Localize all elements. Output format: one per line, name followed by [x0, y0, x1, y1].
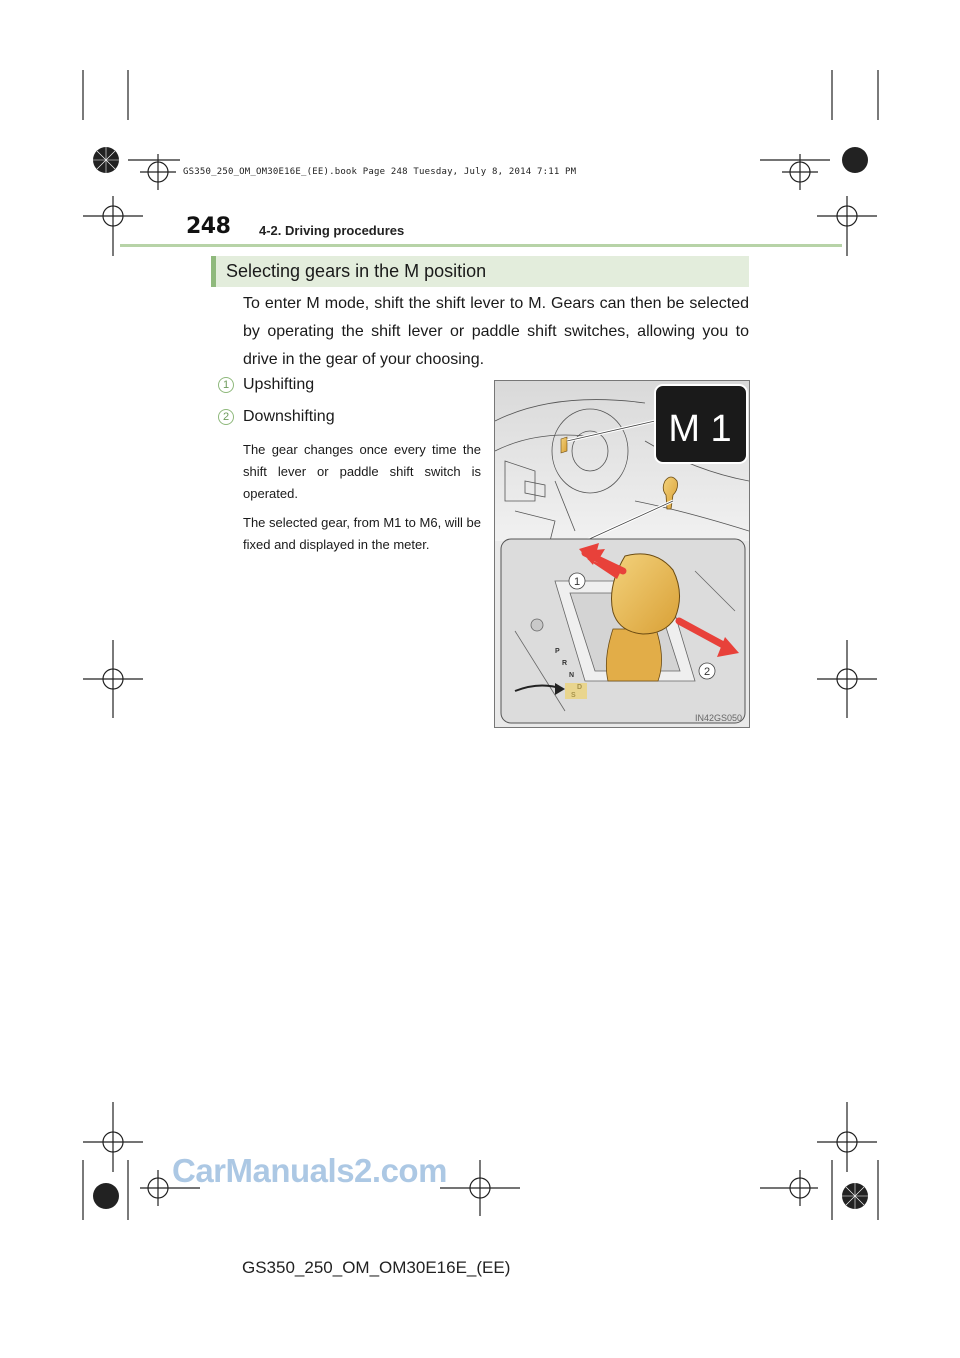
step-label: Upshifting	[243, 376, 315, 393]
page-number: 248	[186, 214, 231, 239]
meter-display-text: M 1	[668, 408, 732, 450]
step-upshifting	[218, 376, 314, 394]
svg-text:R: R	[562, 660, 568, 667]
step-number-badge: 1	[218, 377, 234, 393]
callout-1: 1	[573, 576, 581, 588]
step-label: Downshifting	[243, 408, 335, 425]
note-gear-change: The gear changes once every time the shift lever or paddle shift switch is operated.	[243, 442, 481, 501]
step-number-badge: 2	[218, 409, 234, 425]
figure-code: IN42GS050	[695, 713, 743, 723]
section-heading	[211, 256, 749, 287]
footer-manual-code: GS350_250_OM_OM30E16E_(EE)	[242, 1258, 511, 1277]
intro-paragraph: To enter M mode, shift the shift lever to M. Gears can then be selected by operating the shift lever or paddle shift switches, allowing you to drive in the gear of your choosing.	[243, 295, 749, 368]
step-downshifting	[218, 408, 335, 426]
note-selected-gear: The selected gear, from M1 to M6, will be fixed and displayed in the meter.	[243, 515, 481, 552]
callout-2: 2	[703, 666, 711, 678]
header-rule	[120, 244, 842, 247]
watermark-logo: CarManuals2.com	[172, 1152, 447, 1189]
illustration-drawing	[495, 381, 749, 727]
svg-text:N: N	[569, 672, 575, 679]
svg-text:P: P	[555, 648, 560, 655]
section-heading-text: Selecting gears in the M position	[226, 261, 487, 281]
shift-lever-illustration	[494, 380, 750, 728]
section-label: 4-2. Driving procedures	[259, 223, 405, 238]
print-info-line: GS350_250_OM_OM30E16E_(EE).book Page 248 Tuesday, July 8, 2014 7:11 PM	[183, 167, 577, 177]
